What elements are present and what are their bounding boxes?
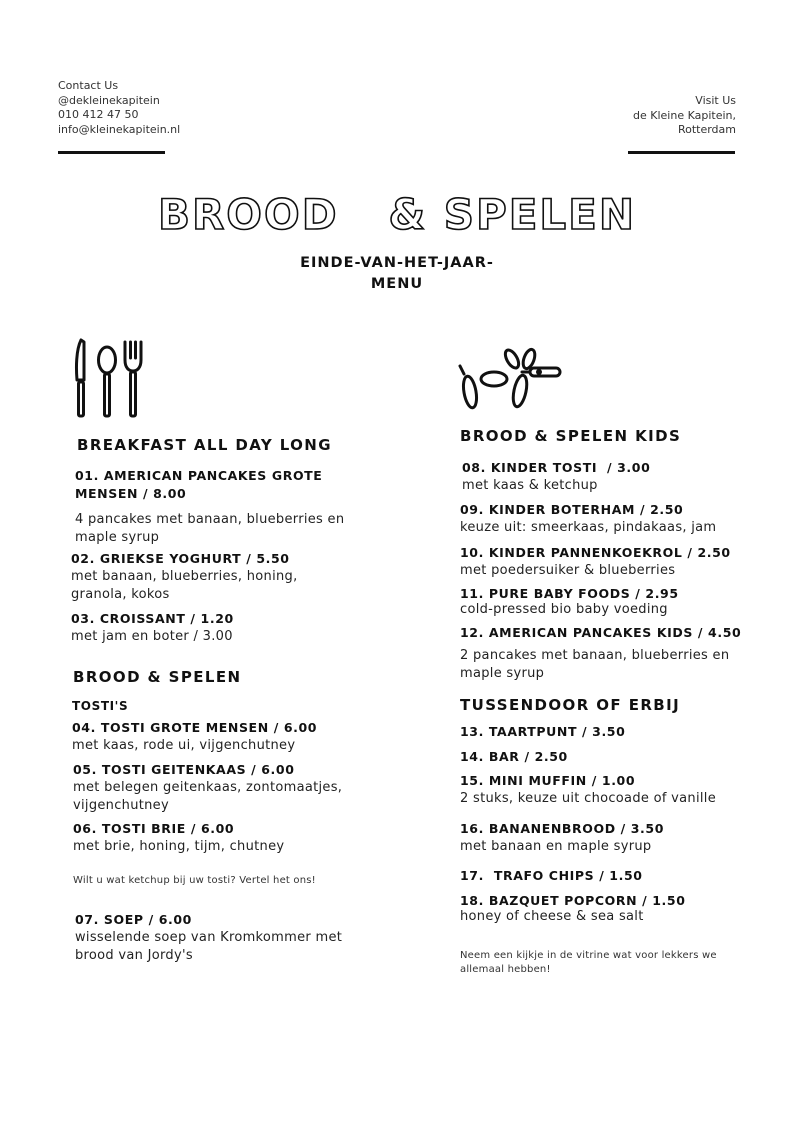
- menu-item-desc: wisselende soep van Kromkommer met brood van Jordy's: [75, 930, 343, 963]
- vitrine-note: Neem een kijkje in de vitrine wat voor lekkers we allemaal hebben!: [460, 950, 717, 975]
- menu-item-title: 08. KINDER TOSTI / 3.00: [462, 460, 651, 475]
- contact-divider: [58, 151, 165, 154]
- menu-item-title: 07. SOEP / 6.00: [75, 912, 192, 927]
- menu-item-title: 12. AMERICAN PANCAKES KIDS / 4.50: [460, 625, 742, 640]
- menu-item-title: 17. TRAFO CHIPS / 1.50: [460, 868, 643, 883]
- contact-phone: 010 412 47 50: [58, 108, 139, 122]
- menu-item-08: [462, 459, 752, 495]
- menu-item-desc: met brie, honing, tijm, chutney: [73, 839, 285, 854]
- subtitle-line-2: MENU: [370, 276, 424, 292]
- visit-divider: [628, 151, 735, 154]
- kids-heading: BROOD & SPELEN KIDS: [460, 427, 682, 445]
- menu-item-title: 06. TOSTI BRIE / 6.00: [73, 821, 235, 836]
- menu-item-title: 16. BANANENBROOD / 3.50: [460, 821, 664, 836]
- menu-item-13: [460, 723, 750, 741]
- menu-item-title: 02. GRIEKSE YOGHURT / 5.50: [71, 551, 290, 566]
- menu-item-06: [73, 820, 373, 856]
- contact-email: info@kleinekapitein.nl: [58, 122, 181, 136]
- menu-item-15: [460, 772, 750, 808]
- visit-line-1: de Kleine Kapitein,: [633, 108, 736, 122]
- menu-item-title: 18. BAZQUET POPCORN / 1.50: [460, 893, 686, 908]
- subtitle-line-1: EINDE-VAN-HET-JAAR-: [300, 255, 494, 271]
- menu-item-01: [75, 467, 375, 547]
- menu-item-desc: met poedersuiker & blueberries: [460, 563, 676, 578]
- menu-item-title: 01. AMERICAN PANCAKES GROTE MENSEN / 8.00: [75, 468, 323, 501]
- menu-item-12: [460, 624, 750, 683]
- menu-item-02: [71, 550, 371, 604]
- tostis-subheading: TOSTI'S: [72, 699, 129, 713]
- menu-item-desc: 2 pancakes met banaan, blueberries en maple syrup: [460, 648, 730, 681]
- menu-item-07: [75, 911, 375, 965]
- menu-item-11: [460, 586, 750, 618]
- visit-line-2: Rotterdam: [677, 123, 736, 137]
- menu-item-desc: met jam en boter / 3.00: [71, 629, 233, 644]
- menu-item-14: [460, 748, 750, 766]
- menu-item-05: [73, 761, 373, 815]
- tussendoor-heading: TUSSENDOOR OF ERBIJ: [460, 696, 681, 714]
- cutlery-icon: [72, 338, 146, 420]
- menu-item-desc: met banaan, blueberries, honing, granola, kokos: [71, 569, 298, 602]
- menu-item-title: 11. PURE BABY FOODS / 2.95: [460, 586, 679, 601]
- menu-item-title: 03. CROISSANT / 1.20: [71, 611, 234, 626]
- menu-item-desc: cold-pressed bio baby voeding: [460, 602, 668, 617]
- breakfast-heading: BREAKFAST ALL DAY LONG: [77, 436, 332, 454]
- menu-item-title: 14. BAR / 2.50: [460, 749, 568, 764]
- balloon-dog-icon: [458, 346, 566, 412]
- menu-item-desc: 2 stuks, keuze uit chocoade of vanille: [460, 791, 717, 806]
- contact-heading: Contact Us: [58, 79, 119, 92]
- menu-item-desc: met belegen geitenkaas, zontomaatjes, vijgenchutney: [73, 780, 343, 813]
- page-subtitle: [0, 253, 794, 295]
- page-title: BROOD & SPELEN: [157, 190, 637, 239]
- menu-item-03: [71, 610, 371, 646]
- contact-handle: @dekleinekapitein: [58, 93, 160, 107]
- menu-item-desc: met kaas, rode ui, vijgenchutney: [72, 738, 296, 753]
- menu-item-title: 10. KINDER PANNENKOEKROL / 2.50: [460, 545, 731, 560]
- menu-item-18: [460, 893, 750, 925]
- visit-heading: Visit Us: [695, 94, 736, 107]
- menu-item-10: [460, 544, 750, 580]
- ketchup-note: Wilt u wat ketchup bij uw tosti? Vertel het ons!: [73, 875, 316, 886]
- menu-item-17: [460, 867, 750, 885]
- menu-item-desc: met banaan en maple syrup: [460, 839, 652, 854]
- menu-item-desc: 4 pancakes met banaan, blueberries en maple syrup: [75, 512, 345, 545]
- brood-heading: BROOD & SPELEN: [73, 668, 242, 686]
- menu-item-04: [72, 719, 372, 755]
- menu-item-title: 09. KINDER BOTERHAM / 2.50: [460, 502, 684, 517]
- menu-item-09: [460, 501, 750, 537]
- visit-block: [633, 94, 736, 138]
- menu-item-title: 15. MINI MUFFIN / 1.00: [460, 773, 636, 788]
- menu-item-desc: keuze uit: smeerkaas, pindakaas, jam: [460, 520, 717, 535]
- menu-item-desc: honey of cheese & sea salt: [460, 909, 644, 924]
- menu-item-title: 05. TOSTI GEITENKAAS / 6.00: [73, 762, 295, 777]
- menu-item-16: [460, 820, 750, 856]
- contact-block: [58, 79, 180, 137]
- menu-item-title: 13. TAARTPUNT / 3.50: [460, 724, 626, 739]
- menu-item-title: 04. TOSTI GROTE MENSEN / 6.00: [72, 720, 318, 735]
- menu-item-desc: met kaas & ketchup: [462, 478, 598, 493]
